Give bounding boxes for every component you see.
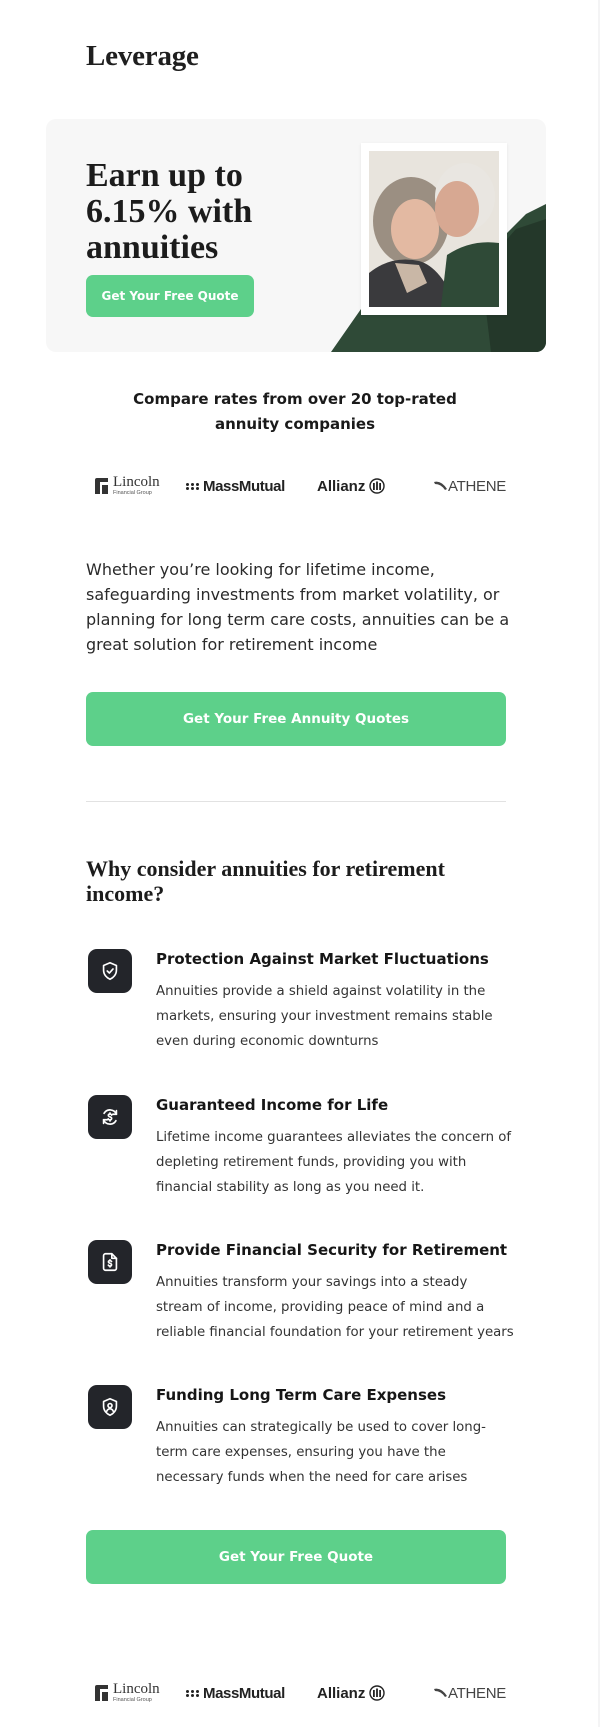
hero-title: Earn up to 6.15% with annuities	[86, 157, 253, 266]
lincoln-sub: Financial Group	[113, 1697, 152, 1704]
massmutual-dots-icon	[186, 483, 200, 490]
allianz-eagle-icon	[369, 1685, 385, 1701]
feature-item	[86, 1095, 516, 1205]
allianz-eagle-icon	[369, 478, 385, 494]
partner-logos-top	[86, 472, 506, 500]
free-quote-button[interactable]: Get Your Free Quote	[86, 1530, 506, 1584]
shield-check-icon	[88, 949, 132, 993]
shield-person-icon	[88, 1385, 132, 1429]
feature-item	[86, 1240, 516, 1350]
feature-description: Lifetime income guarantees alleviates the concern of depleting retirement funds, providing you with financial stability as long as you need it.	[156, 1130, 512, 1195]
allianz-logo	[317, 472, 385, 500]
massmutual-dots-icon	[186, 1690, 200, 1697]
hero-quote-button[interactable]: Get Your Free Quote	[86, 275, 254, 317]
feature-title: Protection Against Market Fluctuations	[156, 950, 489, 968]
feature-description: Annuities provide a shield against volatility in the markets, ensuring your investment remains stable even during economic downturns	[156, 984, 493, 1049]
feature-description: Annuities transform your savings into a steady stream of income, providing peace of mind and a reliable financial foundation for your retirement years	[156, 1275, 514, 1340]
massmutual-name: MassMutual	[203, 477, 285, 495]
massmutual-name: MassMutual	[203, 1684, 285, 1702]
athene-wing-icon	[434, 480, 448, 492]
why-annuities-heading: Why consider annuities for retirement income?	[86, 856, 445, 906]
partner-logos-bottom	[86, 1679, 506, 1707]
athene-name: ATHENE	[448, 1684, 506, 1702]
athene-wing-icon	[434, 1687, 448, 1699]
lincoln-sub: Financial Group	[113, 490, 152, 497]
allianz-name: Allianz	[317, 1684, 366, 1702]
photo-frame	[361, 143, 507, 315]
section-divider	[86, 801, 506, 802]
feature-description: Annuities can strategically be used to cover long-term care expenses, ensuring you have the necessary funds when the need for care arises	[156, 1420, 486, 1485]
massmutual-logo	[186, 472, 285, 500]
allianz-name: Allianz	[317, 477, 366, 495]
couple-image	[361, 143, 507, 315]
feature-title: Provide Financial Security for Retirement	[156, 1241, 508, 1259]
lincoln-mark-icon	[93, 476, 111, 496]
document-dollar-icon	[88, 1240, 132, 1284]
compare-rates-text: Compare rates from over 20 top-rated annuity companies	[133, 390, 457, 433]
brand-logo: Leverage	[86, 40, 199, 72]
athene-logo	[434, 1679, 506, 1707]
allianz-logo	[317, 1679, 385, 1707]
feature-item	[86, 949, 516, 1059]
free-annuity-quotes-button[interactable]: Get Your Free Annuity Quotes	[86, 692, 506, 746]
refresh-dollar-icon	[88, 1095, 132, 1139]
hero-banner	[46, 119, 546, 352]
athene-name: ATHENE	[448, 477, 506, 495]
massmutual-logo	[186, 1679, 285, 1707]
feature-item	[86, 1385, 516, 1495]
hero-photo	[331, 119, 546, 352]
athene-logo	[434, 472, 506, 500]
lincoln-logo	[93, 1679, 160, 1707]
lincoln-name: Lincoln	[113, 474, 160, 491]
intro-paragraph: Whether you’re looking for lifetime income, safeguarding investments from market volatility, or planning for long term care costs, annuities can be a great solution for retirement income	[86, 560, 510, 654]
lincoln-mark-icon	[93, 1683, 111, 1703]
feature-title: Funding Long Term Care Expenses	[156, 1386, 447, 1404]
feature-title: Guaranteed Income for Life	[156, 1096, 389, 1114]
lincoln-logo	[93, 472, 160, 500]
lincoln-name: Lincoln	[113, 1681, 160, 1698]
